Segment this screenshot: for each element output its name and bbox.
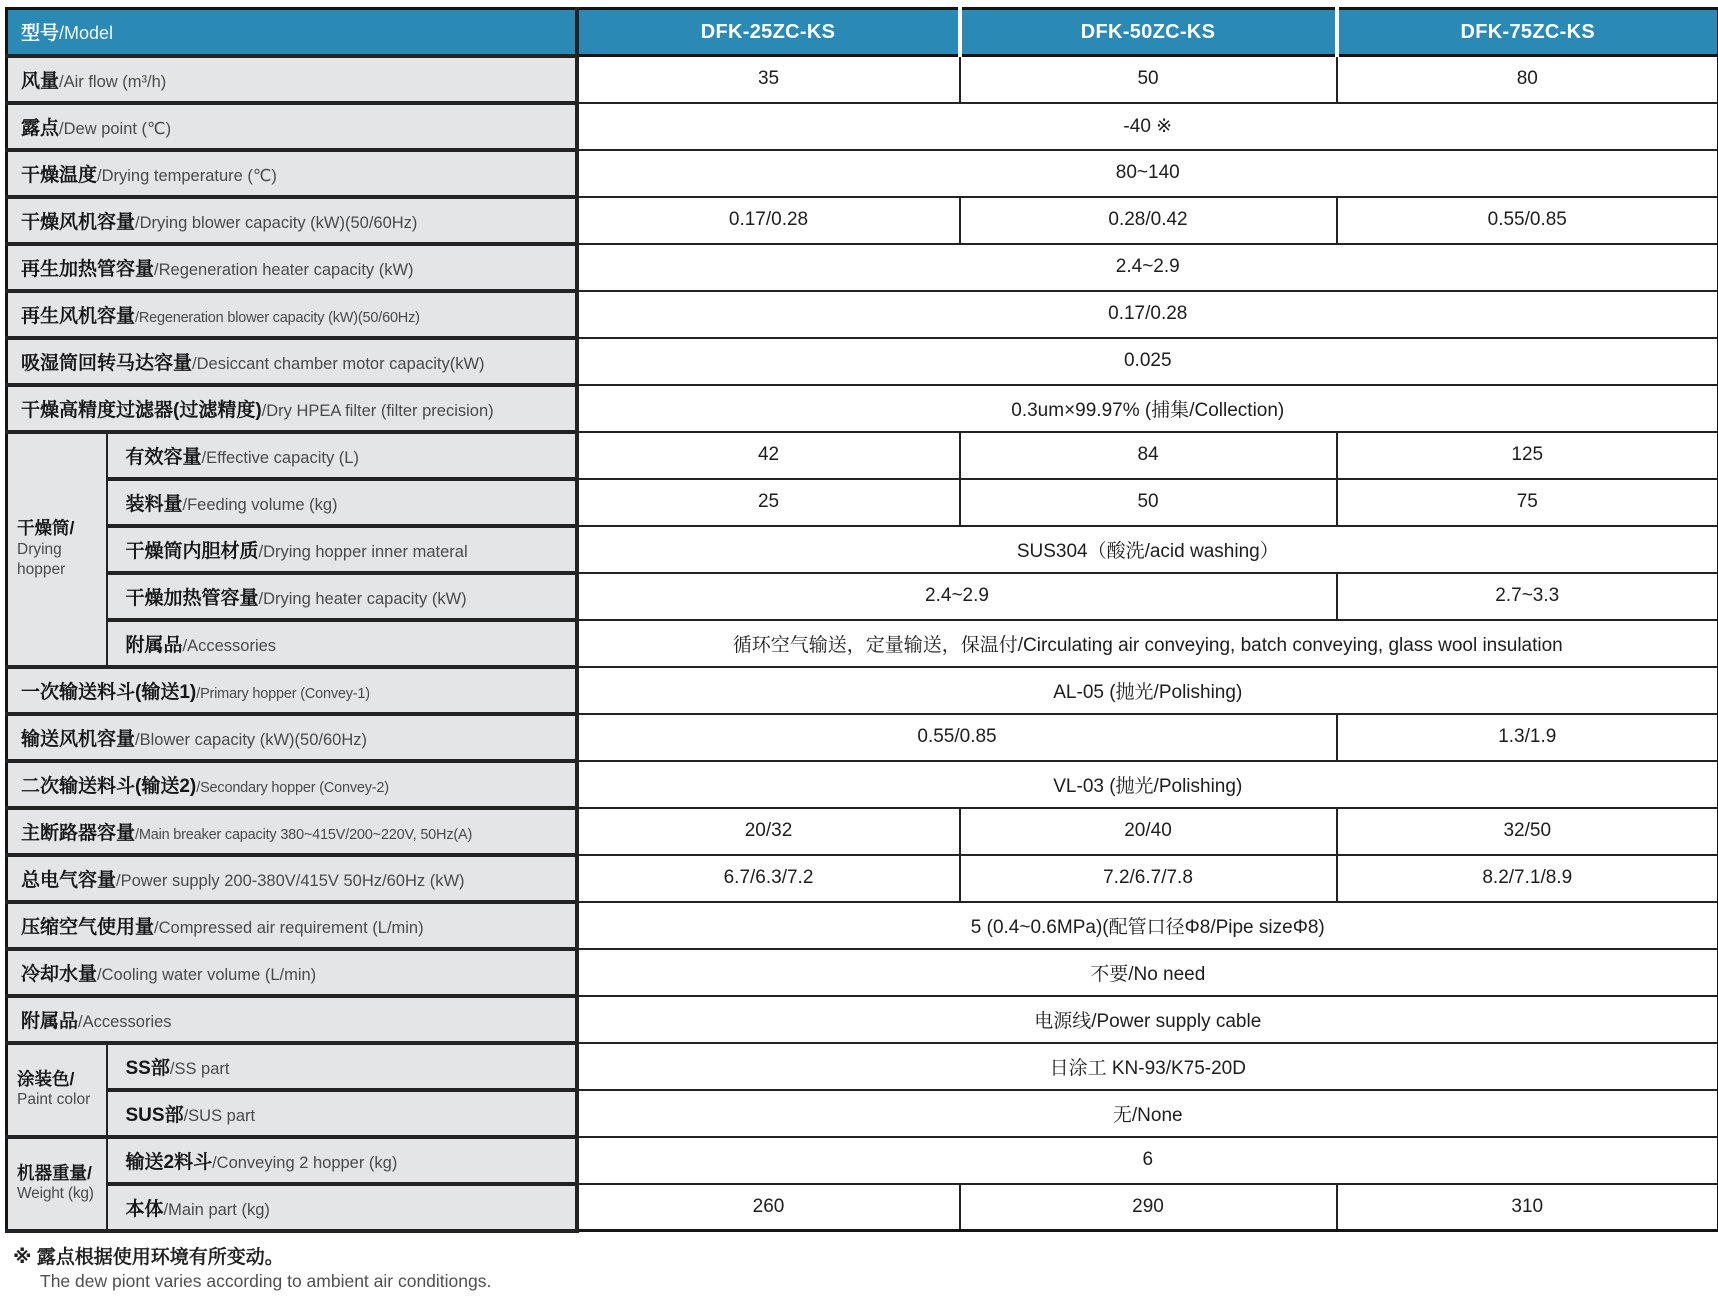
footnote-line-en: The dew piont varies according to ambient air conditiongs. bbox=[40, 1271, 492, 1292]
label-feeding-volume bbox=[107, 479, 577, 526]
value-effective-capacity-2: 84 bbox=[960, 432, 1337, 479]
group-en: Weight (kg) bbox=[17, 1185, 94, 1203]
row-sus-part bbox=[7, 1090, 1718, 1137]
label-zh: 输送2料斗 bbox=[125, 1151, 213, 1173]
header-model-cell bbox=[7, 9, 577, 56]
value-desiccant-motor: 0.025 bbox=[577, 338, 1718, 385]
header-row bbox=[7, 9, 1718, 56]
value-sus-part: 无/None bbox=[577, 1090, 1718, 1137]
label-zh: 压缩空气使用量 bbox=[21, 916, 155, 938]
row-desiccant-motor bbox=[7, 338, 1718, 385]
footnotes bbox=[5, 1233, 1715, 1293]
label-zh: 干燥温度 bbox=[21, 164, 98, 186]
row-drying-temperature bbox=[7, 150, 1718, 197]
value-feeding-volume-1: 25 bbox=[577, 479, 960, 526]
label-zh: 干燥加热管容量 bbox=[125, 587, 259, 609]
value-drying-heater-a: 2.4~2.9 bbox=[577, 573, 1337, 620]
label-blower-capacity bbox=[7, 714, 577, 761]
label-zh: 冷却水量 bbox=[21, 963, 98, 985]
label-en: /Drying blower capacity (kW)(50/60Hz) bbox=[135, 213, 418, 232]
label-zh: 一次输送料斗(输送1) bbox=[21, 681, 197, 703]
label-en: /Secondary hopper (Convey-2) bbox=[196, 779, 389, 796]
label-regen-blower bbox=[7, 291, 577, 338]
label-en: /Effective capacity (L) bbox=[201, 448, 359, 467]
label-en: /Feeding volume (kg) bbox=[182, 495, 338, 514]
value-cooling-water: 不要/No need bbox=[577, 949, 1718, 996]
header-model-zh: 型号 bbox=[21, 23, 60, 45]
label-en: /Compressed air requirement (L/min) bbox=[154, 918, 424, 937]
group-zh: 干燥筒/ bbox=[17, 518, 75, 539]
label-zh: 附属品 bbox=[125, 634, 183, 656]
row-conveying2-hopper bbox=[7, 1137, 1718, 1184]
label-main-breaker bbox=[7, 808, 577, 855]
label-en: /Dew point (℃) bbox=[59, 119, 172, 138]
value-power-supply-2: 7.2/6.7/7.8 bbox=[960, 855, 1337, 902]
label-en: /Primary hopper (Convey-1) bbox=[196, 685, 370, 702]
row-main-part bbox=[7, 1184, 1718, 1231]
label-en: /Blower capacity (kW)(50/60Hz) bbox=[135, 730, 367, 749]
label-en: /SUS part bbox=[183, 1106, 256, 1125]
row-secondary-hopper bbox=[7, 761, 1718, 808]
label-zh: SUS部 bbox=[125, 1104, 184, 1126]
row-air-flow bbox=[7, 56, 1718, 103]
label-air-flow bbox=[7, 56, 577, 103]
value-secondary-hopper: VL-03 (抛光/Polishing) bbox=[577, 761, 1718, 808]
spec-table bbox=[5, 7, 1718, 1233]
label-inner-material bbox=[107, 526, 577, 573]
label-zh: 再生风机容量 bbox=[21, 305, 136, 327]
label-zh: 附属品 bbox=[21, 1010, 79, 1032]
label-zh: 装料量 bbox=[125, 493, 183, 515]
label-drying-heater bbox=[107, 573, 577, 620]
label-effective-capacity bbox=[107, 432, 577, 479]
row-drying-heater bbox=[7, 573, 1718, 620]
header-col-dfk75: DFK-75ZC-KS bbox=[1337, 9, 1718, 56]
label-regen-heater bbox=[7, 244, 577, 291]
value-drying-blower-3: 0.55/0.85 bbox=[1337, 197, 1718, 244]
header-col-dfk50: DFK-50ZC-KS bbox=[960, 9, 1337, 56]
label-primary-hopper bbox=[7, 667, 577, 714]
value-main-part-2: 290 bbox=[960, 1184, 1337, 1231]
value-power-supply-3: 8.2/7.1/8.9 bbox=[1337, 855, 1718, 902]
label-zh: 有效容量 bbox=[125, 446, 202, 468]
value-main-part-1: 260 bbox=[577, 1184, 960, 1231]
value-air-flow-1: 35 bbox=[577, 56, 960, 103]
value-air-flow-3: 80 bbox=[1337, 56, 1718, 103]
row-cooling-water bbox=[7, 949, 1718, 996]
group-zh: 机器重量/ bbox=[17, 1162, 92, 1183]
value-compressed-air: 5 (0.4~0.6MPa)(配管口径Φ8/Pipe sizeΦ8) bbox=[577, 902, 1718, 949]
row-primary-hopper bbox=[7, 667, 1718, 714]
label-zh: 输送风机容量 bbox=[21, 728, 136, 750]
row-hopper-accessories bbox=[7, 620, 1718, 667]
row-inner-material bbox=[7, 526, 1718, 573]
label-en: /SS part bbox=[169, 1059, 230, 1078]
label-en: /Regeneration blower capacity (kW)(50/60Hz) bbox=[135, 309, 420, 326]
group-drying-hopper bbox=[7, 432, 107, 667]
label-zh: 主断路器容量 bbox=[21, 822, 136, 844]
label-zh: 二次输送料斗(输送2) bbox=[21, 775, 197, 797]
group-en: Paint color bbox=[17, 1091, 91, 1109]
value-regen-blower: 0.17/0.28 bbox=[577, 291, 1718, 338]
label-dew-point bbox=[7, 103, 577, 150]
value-air-flow-2: 50 bbox=[960, 56, 1337, 103]
value-power-supply-1: 6.7/6.3/7.2 bbox=[577, 855, 960, 902]
label-hpea-filter bbox=[7, 385, 577, 432]
label-en: /Main part (kg) bbox=[163, 1200, 270, 1219]
label-zh: 总电气容量 bbox=[21, 869, 117, 891]
label-zh: 本体 bbox=[125, 1198, 164, 1220]
label-main-part bbox=[107, 1184, 577, 1231]
label-en: /Cooling water volume (L/min) bbox=[97, 965, 317, 984]
footnote-line-zh: ※ 露点根据使用环境有所变动。 bbox=[13, 1246, 284, 1268]
label-zh: 干燥高精度过滤器(过滤精度) bbox=[21, 399, 262, 421]
value-hpea-filter: 0.3um×99.97% (捕集/Collection) bbox=[577, 385, 1718, 432]
value-feeding-volume-3: 75 bbox=[1337, 479, 1718, 526]
label-en: /Conveying 2 hopper (kg) bbox=[212, 1153, 398, 1172]
row-power-supply bbox=[7, 855, 1718, 902]
value-drying-blower-2: 0.28/0.42 bbox=[960, 197, 1337, 244]
row-hpea-filter bbox=[7, 385, 1718, 432]
row-dew-point bbox=[7, 103, 1718, 150]
label-compressed-air bbox=[7, 902, 577, 949]
value-effective-capacity-3: 125 bbox=[1337, 432, 1718, 479]
row-effective-capacity bbox=[7, 432, 1718, 479]
label-en: /Power supply 200-380V/415V 50Hz/60Hz (kW) bbox=[116, 871, 465, 890]
label-cooling-water bbox=[7, 949, 577, 996]
label-zh: 吸湿筒回转马达容量 bbox=[21, 352, 193, 374]
row-main-breaker bbox=[7, 808, 1718, 855]
label-zh: 风量 bbox=[21, 70, 60, 92]
row-blower-capacity bbox=[7, 714, 1718, 761]
value-blower-capacity-b: 1.3/1.9 bbox=[1337, 714, 1718, 761]
row-regen-heater bbox=[7, 244, 1718, 291]
label-en: /Main breaker capacity 380~415V/200~220V, 50Hz(A) bbox=[135, 826, 473, 843]
group-paint-color bbox=[7, 1043, 107, 1137]
label-accessories bbox=[7, 996, 577, 1043]
value-inner-material: SUS304（酸洗/acid washing） bbox=[577, 526, 1718, 573]
value-blower-capacity-a: 0.55/0.85 bbox=[577, 714, 1337, 761]
label-desiccant-motor bbox=[7, 338, 577, 385]
value-effective-capacity-1: 42 bbox=[577, 432, 960, 479]
value-conveying2-hopper: 6 bbox=[577, 1137, 1718, 1184]
label-en: /Dry HPEA filter (filter precision) bbox=[261, 401, 494, 420]
value-drying-blower-1: 0.17/0.28 bbox=[577, 197, 960, 244]
label-en: /Drying hopper inner materal bbox=[258, 542, 468, 561]
label-zh: SS部 bbox=[125, 1057, 170, 1079]
label-drying-temperature bbox=[7, 150, 577, 197]
row-ss-part bbox=[7, 1043, 1718, 1090]
value-feeding-volume-2: 50 bbox=[960, 479, 1337, 526]
group-en: Drying hopper bbox=[17, 540, 66, 578]
value-regen-heater: 2.4~2.9 bbox=[577, 244, 1718, 291]
row-regen-blower bbox=[7, 291, 1718, 338]
label-secondary-hopper bbox=[7, 761, 577, 808]
label-hopper-accessories bbox=[107, 620, 577, 667]
header-col-dfk25: DFK-25ZC-KS bbox=[577, 9, 960, 56]
value-accessories: 电源线/Power supply cable bbox=[577, 996, 1718, 1043]
value-drying-temperature: 80~140 bbox=[577, 150, 1718, 197]
label-sus-part bbox=[107, 1090, 577, 1137]
label-zh: 再生加热管容量 bbox=[21, 258, 155, 280]
row-accessories bbox=[7, 996, 1718, 1043]
label-zh: 露点 bbox=[21, 117, 60, 139]
label-zh: 干燥风机容量 bbox=[21, 211, 136, 233]
label-en: /Accessories bbox=[182, 636, 277, 655]
label-zh: 干燥筒内胆材质 bbox=[125, 540, 259, 562]
label-en: /Air flow (m³/h) bbox=[59, 72, 167, 91]
value-main-breaker-1: 20/32 bbox=[577, 808, 960, 855]
group-zh: 涂装色/ bbox=[17, 1068, 75, 1089]
value-main-breaker-2: 20/40 bbox=[960, 808, 1337, 855]
label-en: /Drying heater capacity (kW) bbox=[258, 589, 467, 608]
value-main-breaker-3: 32/50 bbox=[1337, 808, 1718, 855]
value-drying-heater-b: 2.7~3.3 bbox=[1337, 573, 1718, 620]
label-power-supply bbox=[7, 855, 577, 902]
value-ss-part: 日涂工 KN-93/K75-20D bbox=[577, 1043, 1718, 1090]
label-en: /Desiccant chamber motor capacity(kW) bbox=[192, 354, 485, 373]
label-conveying2-hopper bbox=[107, 1137, 577, 1184]
row-compressed-air bbox=[7, 902, 1718, 949]
label-en: /Regeneration heater capacity (kW) bbox=[154, 260, 414, 279]
value-dew-point: -40 ※ bbox=[577, 103, 1718, 150]
label-ss-part bbox=[107, 1043, 577, 1090]
label-en: /Accessories bbox=[78, 1012, 172, 1031]
value-main-part-3: 310 bbox=[1337, 1184, 1718, 1231]
label-drying-blower bbox=[7, 197, 577, 244]
header-model-en: /Model bbox=[59, 23, 114, 44]
value-primary-hopper: AL-05 (抛光/Polishing) bbox=[577, 667, 1718, 714]
value-hopper-accessories: 循环空气输送，定量输送，保温付/Circulating air conveying, batch conveying, glass wool insulation bbox=[577, 620, 1718, 667]
group-weight bbox=[7, 1137, 107, 1231]
label-en: /Drying temperature (℃) bbox=[97, 166, 277, 185]
row-feeding-volume bbox=[7, 479, 1718, 526]
row-drying-blower bbox=[7, 197, 1718, 244]
